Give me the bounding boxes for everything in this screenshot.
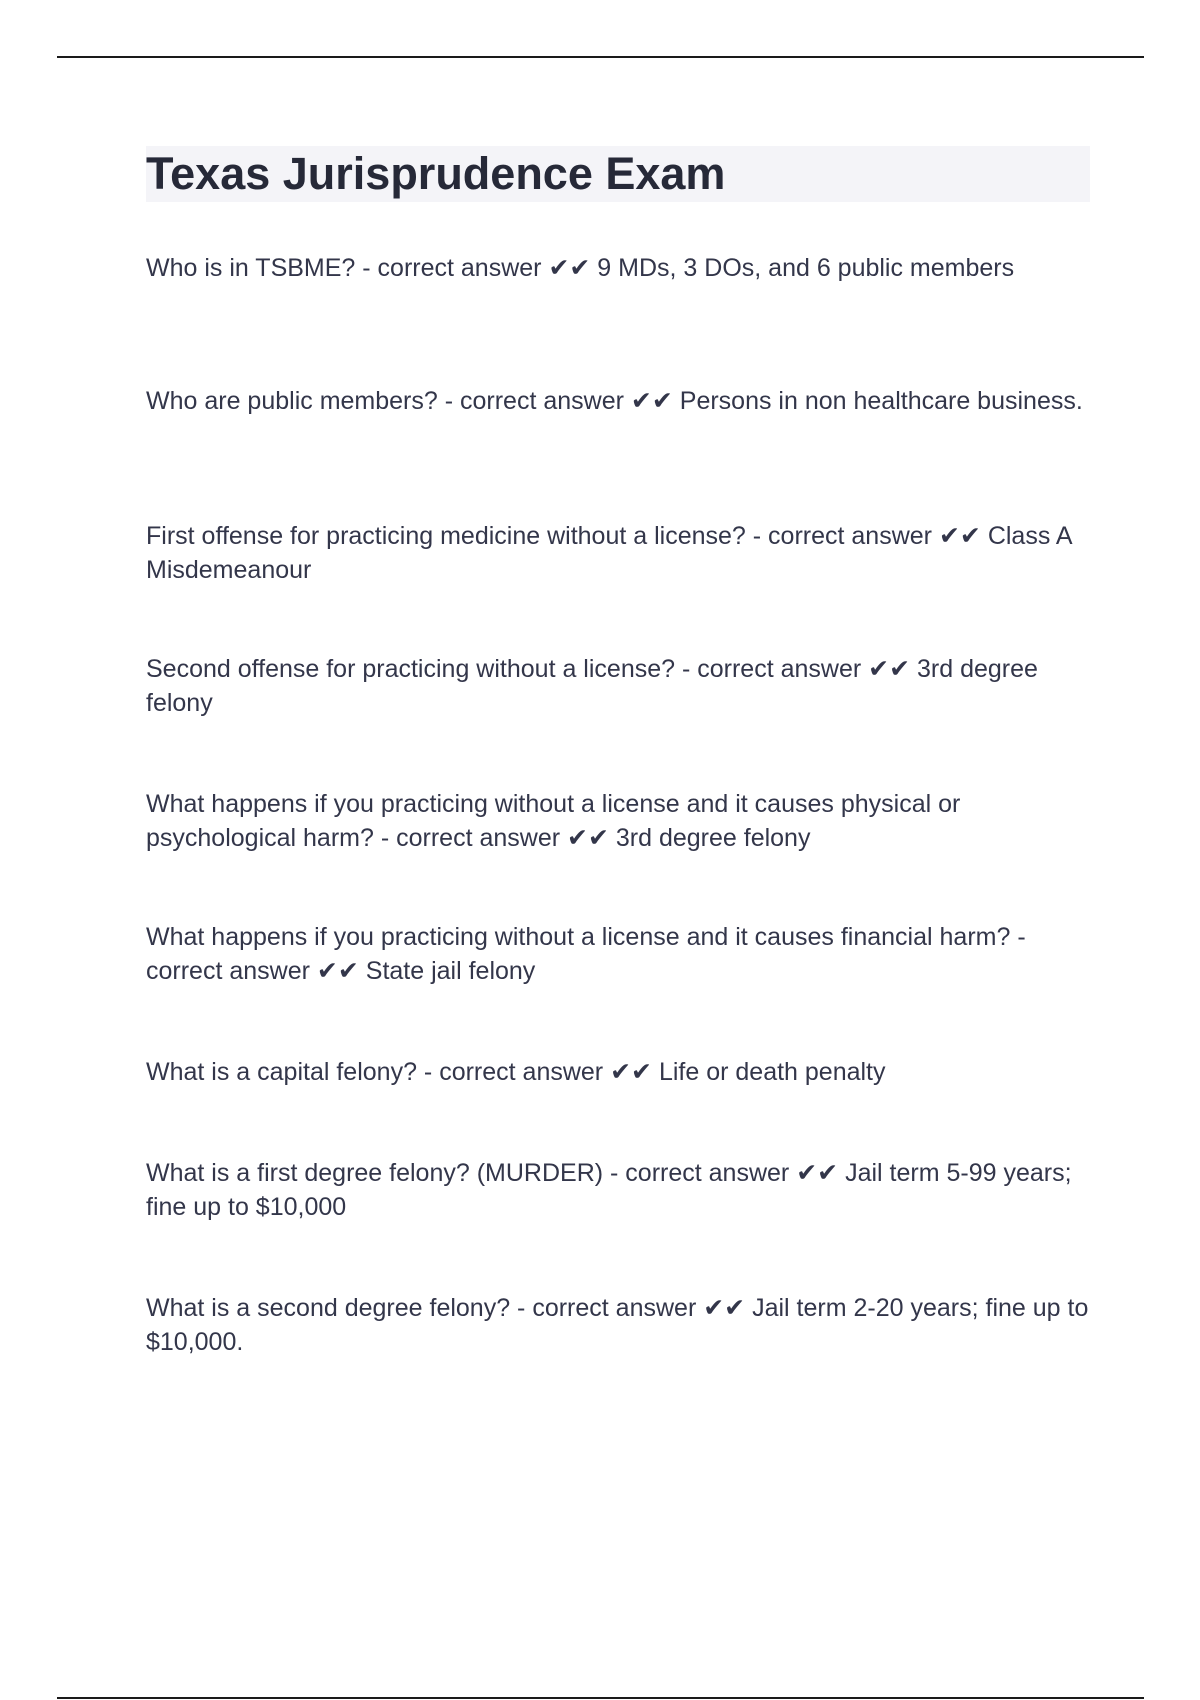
check-icon: ✔✔ xyxy=(630,387,673,415)
answer-text: Life or death penalty xyxy=(658,1058,886,1086)
question-text: Who is in TSBME? - correct answer xyxy=(146,254,542,282)
check-icon: ✔✔ xyxy=(796,1159,839,1187)
question-text: Who are public members? - correct answer xyxy=(146,387,624,415)
qa-item xyxy=(146,384,1096,418)
check-icon: ✔✔ xyxy=(548,254,591,282)
qa-item xyxy=(146,787,1096,855)
question-text: What happens if you practicing without a license and it causes financial harm? - correct answer xyxy=(146,923,1026,985)
qa-item xyxy=(146,652,1096,720)
answer-text: 9 MDs, 3 DOs, and 6 public members xyxy=(597,254,1015,282)
answer-text: Persons in non healthcare business. xyxy=(679,387,1083,415)
qa-item xyxy=(146,1156,1096,1224)
question-text: What is a capital felony? - correct answer xyxy=(146,1058,604,1086)
question-text: Second offense for practicing without a license? - correct answer xyxy=(146,655,862,683)
qa-item xyxy=(146,519,1096,587)
question-text: What happens if you practicing without a license and it causes physical or psychological harm? - correct answer xyxy=(146,790,961,852)
qa-item xyxy=(146,1291,1096,1359)
answer-text: Jail term 2-20 years; fine up to $10,000. xyxy=(146,1294,1089,1356)
answer-text: 3rd degree felony xyxy=(146,655,1038,717)
top-divider xyxy=(57,56,1144,58)
answer-text: 3rd degree felony xyxy=(615,824,811,852)
qa-item xyxy=(146,251,1096,285)
question-text: What is a first degree felony? (MURDER) - correct answer xyxy=(146,1159,790,1187)
question-text: What is a second degree felony? - correct answer xyxy=(146,1294,697,1322)
question-text: First offense for practicing medicine without a license? - correct answer xyxy=(146,522,932,550)
answer-text: State jail felony xyxy=(365,957,536,985)
check-icon: ✔✔ xyxy=(567,824,609,852)
check-icon: ✔✔ xyxy=(610,1058,652,1086)
check-icon: ✔✔ xyxy=(868,655,911,683)
document-title: Texas Jurisprudence Exam xyxy=(146,148,726,199)
answer-text: Class A Misdemeanour xyxy=(146,522,1072,584)
qa-item xyxy=(146,1055,1096,1089)
answer-text: Jail term 5-99 years; fine up to $10,000 xyxy=(146,1159,1072,1221)
bottom-divider xyxy=(57,1697,1144,1699)
check-icon: ✔✔ xyxy=(703,1294,746,1322)
check-icon: ✔✔ xyxy=(938,522,981,550)
qa-item xyxy=(146,920,1096,988)
check-icon: ✔✔ xyxy=(316,957,359,985)
